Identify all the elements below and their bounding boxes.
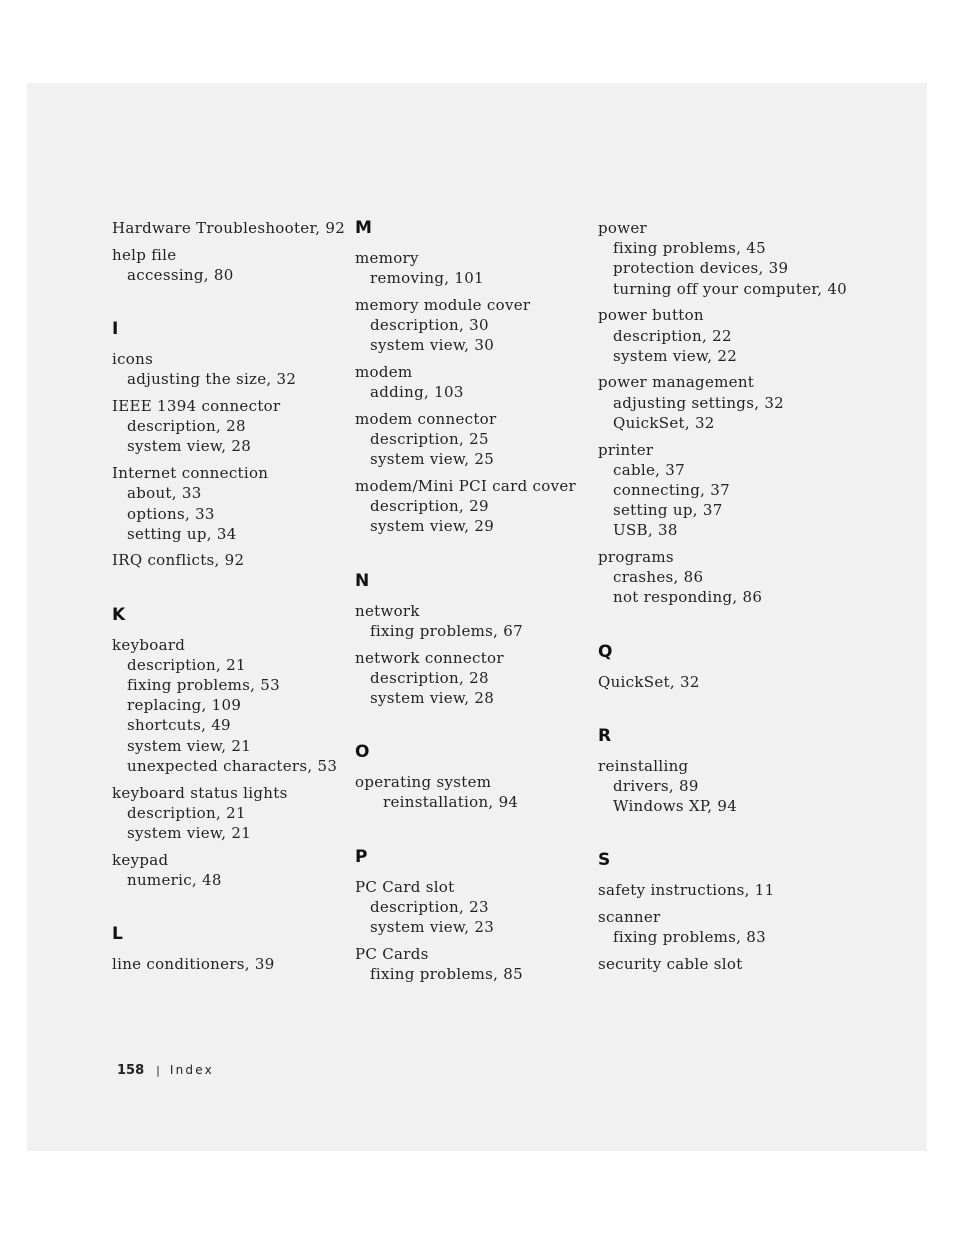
section-spacer	[112, 285, 345, 319]
letter-spacer	[112, 944, 345, 954]
index-subentry: numeric, 48	[127, 870, 222, 889]
index-subentry: adjusting the size, 32	[127, 370, 297, 389]
index-subentry: turning off your computer, 40	[613, 279, 848, 298]
index-subentry: adjusting settings, 32	[613, 393, 785, 412]
index-term: printer	[598, 440, 654, 459]
index-term: modem connector	[355, 409, 497, 428]
index-entry	[112, 218, 345, 238]
index-entry	[355, 295, 576, 356]
index-entry	[112, 349, 345, 389]
section-spacer	[355, 708, 576, 742]
index-subentry: drivers, 89	[613, 777, 699, 796]
section-letter: P	[355, 846, 368, 867]
index-subentry: system view, 22	[613, 346, 738, 365]
index-entry	[355, 476, 576, 537]
section-letter: Q	[598, 641, 613, 662]
index-term: power management	[598, 373, 755, 392]
index-term: PC Card slot	[355, 877, 455, 896]
index-subentry: not responding, 86	[613, 588, 763, 607]
index-subentry: description, 23	[370, 897, 489, 916]
index-term: memory	[355, 249, 419, 267]
index-entry	[598, 440, 847, 541]
index-entry	[112, 635, 345, 776]
section-letter: L	[112, 924, 123, 945]
index-subentry: accessing, 80	[127, 265, 234, 284]
letter-spacer	[598, 746, 847, 756]
index-term: keyboard status lights	[112, 783, 288, 802]
index-section	[112, 890, 345, 974]
index-term: network connector	[355, 648, 504, 667]
section-spacer	[598, 816, 847, 850]
index-term: reinstalling	[598, 756, 689, 775]
index-subentry: crashes, 86	[613, 568, 704, 587]
index-term: IRQ conflicts, 92	[112, 551, 245, 570]
index-subentry: system view, 23	[370, 917, 495, 936]
index-subentry: USB, 38	[613, 521, 678, 540]
index-entry	[112, 850, 345, 890]
index-column-1	[112, 218, 345, 974]
index-subentry: fixing problems, 83	[613, 928, 766, 947]
index-section	[598, 692, 847, 817]
index-subentry: description, 21	[127, 655, 246, 674]
index-section	[355, 813, 576, 985]
index-term: power button	[598, 306, 704, 325]
index-entry	[355, 877, 576, 938]
footer-separator: |	[156, 1064, 160, 1077]
index-term: modem	[355, 363, 413, 382]
index-term: operating system	[355, 773, 492, 792]
index-entry	[598, 880, 847, 900]
index-term: keypad	[112, 850, 169, 869]
index-subentry: system view, 28	[127, 437, 252, 456]
section-spacer	[598, 692, 847, 726]
section-letter: K	[112, 604, 126, 625]
index-term: Hardware Troubleshooter, 92	[112, 219, 346, 237]
section-letter: S	[598, 850, 611, 871]
section-spacer	[355, 813, 576, 847]
index-subentry: description, 21	[127, 803, 246, 822]
index-entry	[598, 305, 847, 366]
index-section	[112, 285, 345, 571]
index-subentry: description, 22	[613, 326, 732, 345]
index-entry	[598, 954, 847, 974]
index-column-3	[598, 218, 847, 974]
section-spacer	[355, 537, 576, 571]
index-subentry: setting up, 34	[127, 524, 237, 543]
letter-spacer	[112, 625, 345, 635]
index-entry	[112, 396, 345, 457]
index-entry	[598, 756, 847, 817]
index-subentry: adding, 103	[370, 383, 464, 402]
letter-spacer	[598, 662, 847, 672]
index-term: safety instructions, 11	[598, 881, 775, 900]
index-subentry: replacing, 109	[127, 696, 242, 715]
index-subentry: description, 25	[370, 430, 489, 449]
index-entry	[112, 954, 345, 974]
letter-spacer	[355, 591, 576, 601]
section-letter: R	[598, 725, 612, 746]
index-subentry: description, 28	[127, 417, 246, 436]
letter-spacer	[598, 870, 847, 880]
index-subentry: description, 30	[370, 316, 489, 335]
page-footer	[117, 1062, 214, 1079]
index-term: help file	[112, 245, 177, 264]
index-term: Internet connection	[112, 464, 269, 483]
index-term: QuickSet, 32	[598, 672, 700, 691]
index-entry	[598, 907, 847, 947]
index-entry	[355, 772, 576, 812]
index-term: keyboard	[112, 635, 186, 654]
index-column-2	[355, 218, 576, 984]
index-term: power	[598, 219, 648, 237]
section-letter: O	[355, 742, 370, 763]
index-subentry: reinstallation, 94	[383, 793, 519, 812]
index-subentry: QuickSet, 32	[613, 413, 715, 432]
section-spacer	[598, 608, 847, 642]
index-entry	[112, 783, 345, 844]
index-term: icons	[112, 350, 154, 369]
index-subentry: description, 29	[370, 497, 489, 516]
index-term: PC Cards	[355, 944, 429, 963]
index-entry	[355, 648, 576, 709]
index-entry	[355, 944, 576, 984]
index-section	[112, 218, 345, 285]
index-section	[598, 218, 847, 608]
index-subentry: fixing problems, 45	[613, 239, 766, 258]
index-section	[355, 218, 576, 537]
index-entry	[355, 362, 576, 402]
index-subentry: system view, 25	[370, 450, 495, 469]
index-entry	[112, 463, 345, 544]
section-spacer	[112, 890, 345, 924]
index-entry	[112, 550, 345, 570]
index-term: line conditioners, 39	[112, 955, 275, 974]
index-subentry: system view, 21	[127, 823, 252, 842]
index-subentry: Windows XP, 94	[613, 797, 738, 816]
index-subentry: fixing problems, 85	[370, 964, 523, 983]
index-term: programs	[598, 548, 674, 567]
page-number: 158	[117, 1063, 145, 1078]
section-spacer	[112, 571, 345, 605]
index-section	[598, 608, 847, 692]
index-section	[598, 816, 847, 974]
index-subentry: description, 28	[370, 668, 489, 687]
index-term: modem/Mini PCI card cover	[355, 477, 576, 496]
index-term: scanner	[598, 908, 661, 927]
index-subentry: removing, 101	[370, 269, 484, 288]
index-entry	[598, 372, 847, 433]
index-term: security cable slot	[598, 955, 743, 974]
index-entry	[598, 672, 847, 692]
index-section	[355, 537, 576, 709]
index-entry	[598, 547, 847, 608]
index-term: IEEE 1394 connector	[112, 397, 281, 416]
index-subentry: connecting, 37	[613, 480, 730, 499]
index-subentry: system view, 29	[370, 517, 495, 536]
index-section	[355, 708, 576, 812]
index-subentry: options, 33	[127, 504, 215, 523]
index-subentry: system view, 28	[370, 688, 495, 707]
index-entry	[355, 409, 576, 470]
index-subentry: system view, 21	[127, 736, 252, 755]
index-entry	[355, 601, 576, 641]
index-subentry: setting up, 37	[613, 501, 723, 520]
index-subentry: about, 33	[127, 484, 202, 503]
index-term: memory module cover	[355, 295, 531, 314]
index-entry	[355, 248, 576, 288]
footer-section-label: Index	[169, 1063, 214, 1077]
index-entry	[112, 245, 345, 285]
index-subentry: system view, 30	[370, 336, 495, 355]
letter-spacer	[355, 238, 576, 248]
index-subentry: fixing problems, 53	[127, 676, 280, 695]
index-subentry: cable, 37	[613, 460, 685, 479]
index-subentry: protection devices, 39	[613, 259, 789, 278]
section-letter: M	[355, 218, 372, 238]
section-letter: I	[112, 319, 119, 340]
index-section	[112, 571, 345, 890]
letter-spacer	[355, 762, 576, 772]
index-subentry: fixing problems, 67	[370, 621, 523, 640]
index-subentry: shortcuts, 49	[127, 716, 231, 735]
index-entry	[598, 218, 847, 299]
letter-spacer	[355, 867, 576, 877]
letter-spacer	[112, 339, 345, 349]
index-term: network	[355, 601, 420, 620]
section-letter: N	[355, 570, 370, 591]
index-subentry: unexpected characters, 53	[127, 756, 338, 775]
